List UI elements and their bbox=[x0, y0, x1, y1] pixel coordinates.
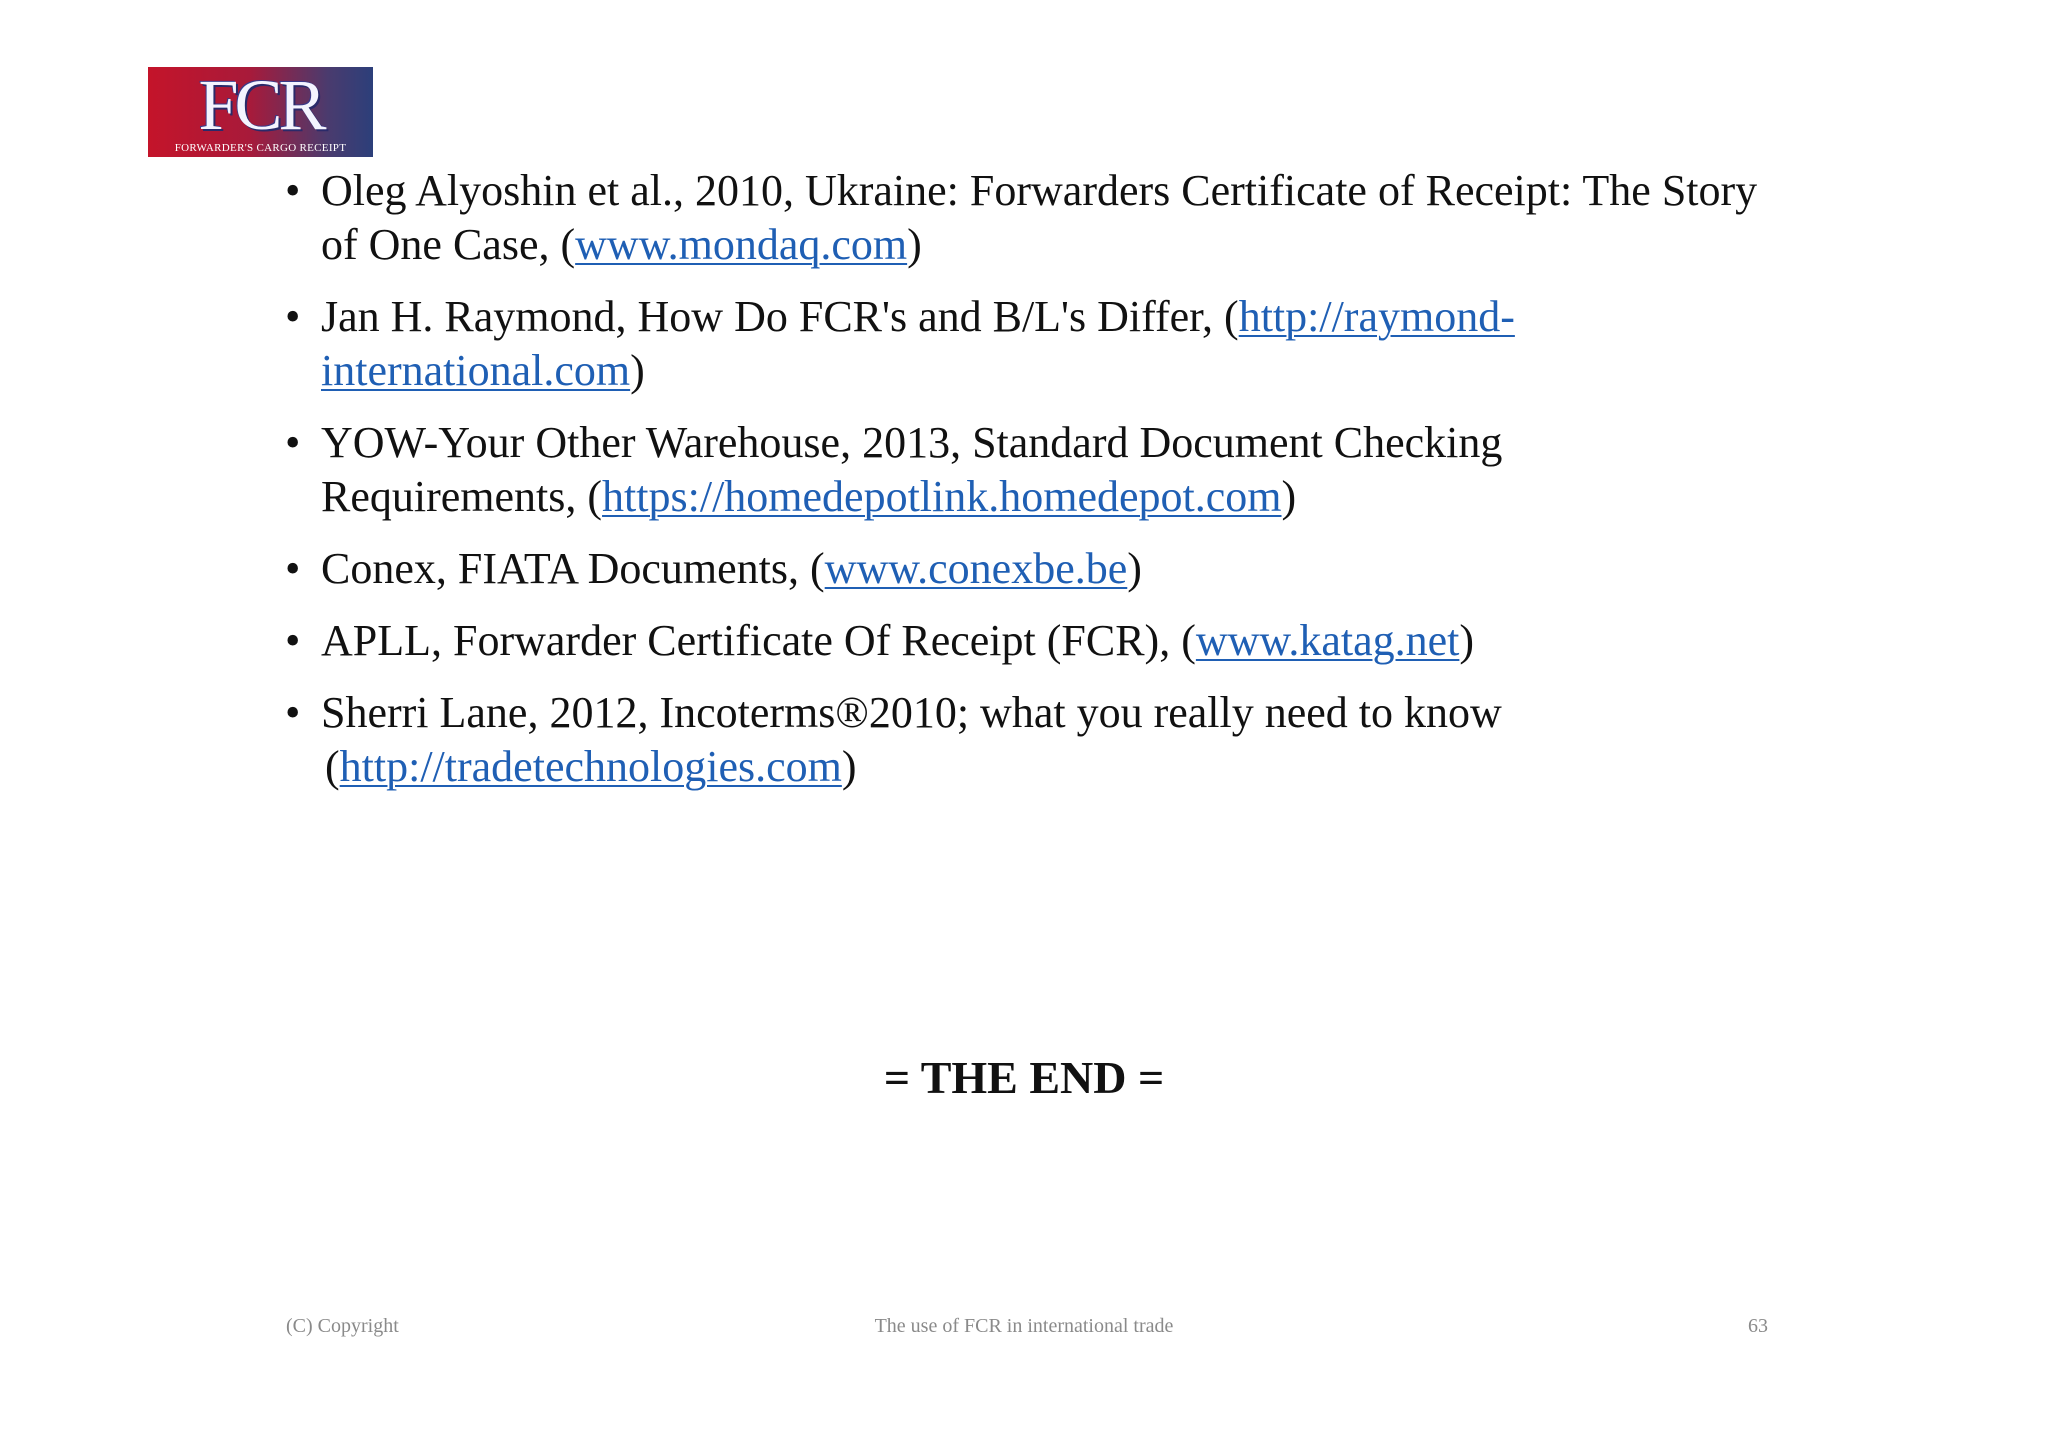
reference-text: Conex, FIATA Documents, ( bbox=[321, 544, 825, 593]
reference-link[interactable]: http://raymond-international.com bbox=[321, 292, 1515, 395]
reference-text-end: ) bbox=[841, 742, 857, 791]
footer-page-number: 63 bbox=[1748, 1315, 1768, 1337]
footer-title: The use of FCR in international trade bbox=[874, 1315, 1174, 1337]
reference-text-line2: ( bbox=[325, 742, 340, 791]
reference-list bbox=[285, 164, 1765, 812]
reference-item bbox=[285, 164, 1765, 272]
bullet: • bbox=[285, 544, 301, 593]
logo-mark: FCR bbox=[198, 67, 323, 145]
fcr-logo bbox=[148, 67, 373, 157]
reference-text-end: ) bbox=[1127, 544, 1142, 593]
bullet: • bbox=[285, 292, 301, 341]
bullet: • bbox=[285, 616, 301, 665]
reference-text: Oleg Alyoshin et al., 2010, Ukraine: Forwarders Certificate of Receipt: The Story of One Case, ( bbox=[321, 166, 1758, 269]
bullet: • bbox=[285, 166, 301, 215]
reference-item bbox=[285, 686, 1765, 794]
reference-item bbox=[285, 614, 1765, 668]
reference-link[interactable]: www.katag.net bbox=[1195, 616, 1460, 665]
reference-text: Sherri Lane, 2012, Incoterms®2010; what you really need to know bbox=[321, 688, 1502, 737]
reference-text: YOW-Your Other Warehouse, 2013, Standard Document Checking Requirements, ( bbox=[321, 418, 1503, 521]
reference-text-end: ) bbox=[1459, 616, 1475, 665]
bullet: • bbox=[285, 688, 301, 737]
footer-copyright: (C) Copyright bbox=[286, 1315, 399, 1337]
reference-link[interactable]: https://homedepotlink.homedepot.com bbox=[602, 472, 1282, 521]
logo-subtitle: FORWARDER'S CARGO RECEIPT bbox=[174, 142, 347, 154]
reference-text: Jan H. Raymond, How Do FCR's and B/L's Differ, ( bbox=[321, 292, 1239, 341]
reference-link[interactable]: www.conexbe.be bbox=[824, 544, 1128, 593]
reference-text-end: ) bbox=[907, 220, 922, 269]
closing-title: = THE END = bbox=[883, 1052, 1165, 1103]
reference-item bbox=[285, 416, 1765, 524]
reference-link[interactable]: http://tradetechnologies.com bbox=[339, 742, 842, 791]
reference-text-end: ) bbox=[630, 346, 645, 395]
reference-link[interactable]: www.mondaq.com bbox=[575, 220, 908, 269]
reference-text-end: ) bbox=[1281, 472, 1297, 521]
reference-item bbox=[285, 542, 1765, 596]
reference-text: APLL, Forwarder Certificate Of Receipt (FCR), ( bbox=[321, 616, 1196, 665]
reference-item bbox=[285, 290, 1765, 398]
bullet: • bbox=[285, 418, 301, 467]
